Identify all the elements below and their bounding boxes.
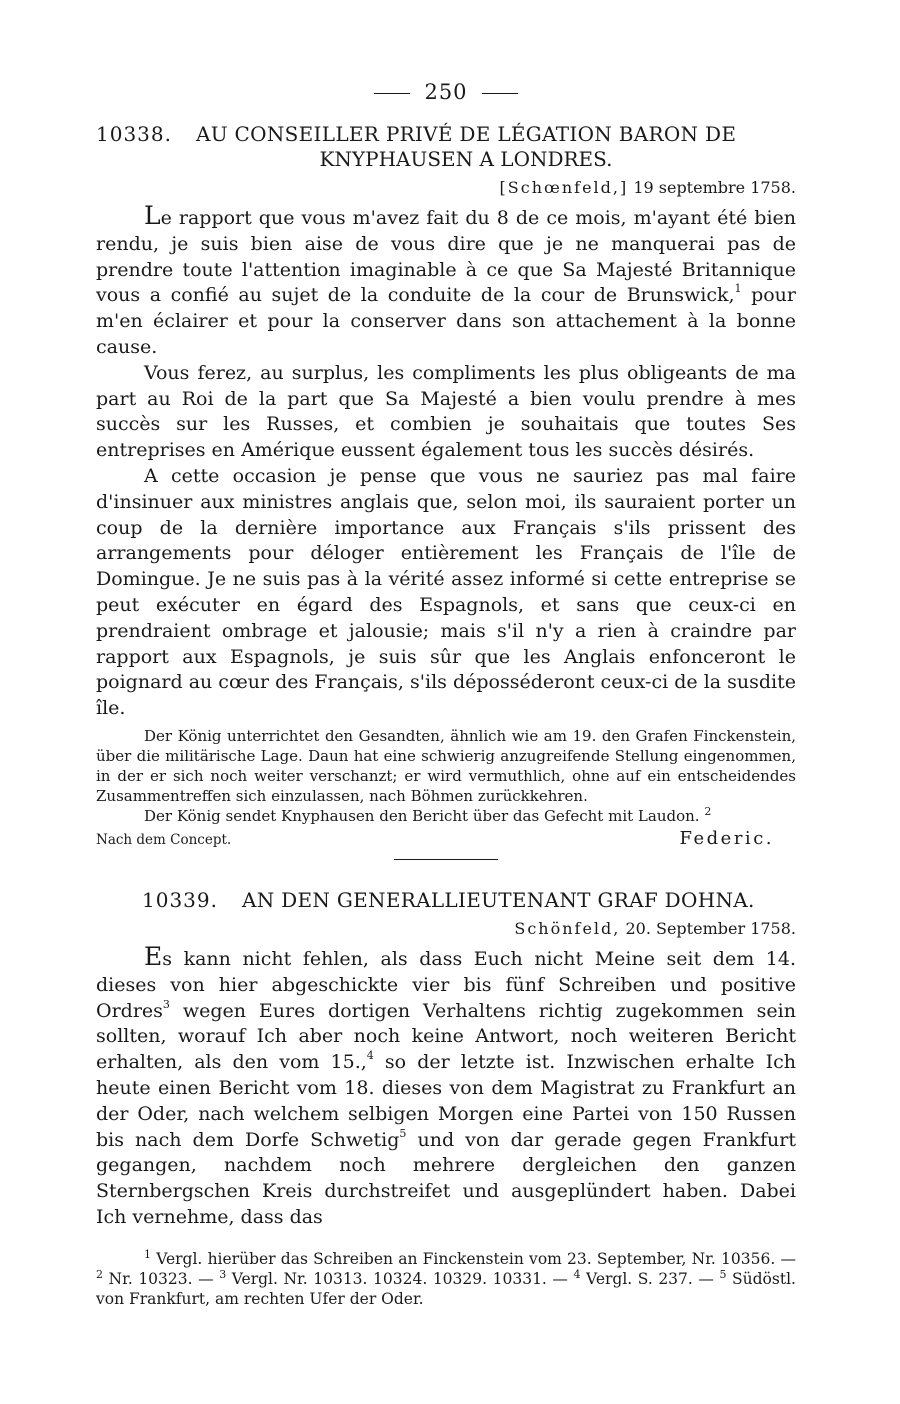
source-note: Nach dem Concept. xyxy=(96,831,232,848)
letter-paragraph-3: A cette occasion je pense que vous ne sauriez pas mal faire d'insinuer aux ministres anglais que, selon moi, ils sauraient porter un coup de la dernière importance aux Français s'ils prissent des arrangements pour déloger entièrement les Français de l'île de Domingue. Je ne suis pas à la vérité assez informé si cette entreprise se peut exécuter en égard des Espagnols, et sans que ceux-ci en prendraient ombrage et jalousie; mais s'il n'y a rien à craindre par rapport aux Espagnols, je suis sûr que les Anglais enfonceront le poignard au cœur des Français, s'ils déposséderont ceux-ci de la susdite île. xyxy=(96,464,796,720)
letter-place: Schönfeld, xyxy=(514,918,621,938)
letter-number: 10339. xyxy=(142,887,218,912)
letter-paragraph-1 xyxy=(96,203,796,361)
footnote-number: 2 xyxy=(96,1267,103,1281)
editorial-note-2 xyxy=(96,806,796,826)
paragraph-initial: L xyxy=(144,201,161,230)
paragraph-text: pour m'en éclairer et pour la conserver dans son attachement à la bonne cause. xyxy=(96,284,797,358)
editorial-note-1: Der König unterrichtet den Gesandten, ähnlich wie am 19. den Grafen Finckenstein, über die militärische Lage. Daun hat eine schwierig anzugreifende Stellung eingenommen, in der er sich noch weiter verschanzt; er wird vermuthlich, ohne auf ein entscheidendes Zusammentreffen sich einzulassen, nach Böhmen zurückkehren. xyxy=(96,726,796,805)
footnote-number: 3 xyxy=(219,1267,227,1281)
footnote-ref[interactable]: 2 xyxy=(704,804,712,818)
letter-heading xyxy=(96,122,796,172)
footnote-number: 4 xyxy=(573,1267,581,1281)
footnote-text: Vergl. Nr. 10313. 10324. 10329. 10331. — xyxy=(226,1269,568,1288)
letter-10338 xyxy=(96,122,796,849)
footnote-number: 5 xyxy=(719,1267,727,1281)
letter-10339 xyxy=(96,888,796,1231)
letter-date: 19 septembre 1758. xyxy=(633,178,796,197)
footnote-block xyxy=(96,1249,796,1309)
document-page xyxy=(96,80,796,1309)
letter-number: 10338. xyxy=(96,122,172,146)
paragraph-initial: E xyxy=(144,941,163,971)
letter-dateline xyxy=(96,919,796,938)
page-number-dash-left xyxy=(374,93,410,94)
letter-place: [Schœnfeld,] xyxy=(499,178,629,197)
footnote-ref[interactable]: 5 xyxy=(399,1126,407,1140)
paragraph-text: wegen Eures dortigen Verhaltens richtig zugekommen sein sollten, worauf Ich aber noch keine Antwort, noch weiteren Bericht erhalten, als den vom 15., xyxy=(96,999,796,1074)
paragraph-text: und von dar gerade gegen Frankfurt gegangen, nachdem noch mehrere dergleichen den ganzen Sternbergschen Kreis durchstreifet und ausgeplündert haben. Dabei Ich vernehme, dass das xyxy=(96,1128,796,1228)
footnotes xyxy=(96,1249,796,1309)
footnote-text: Südöstl. von Frankfurt, am rechten Ufer der Oder. xyxy=(96,1269,796,1308)
page-number: 250 xyxy=(424,80,468,104)
footnote-ref[interactable]: 1 xyxy=(734,282,742,296)
letter-signoff xyxy=(96,828,796,849)
letter-title-line1: AU CONSEILLER PRIVÉ DE LÉGATION BARON DE xyxy=(195,122,737,146)
letter-paragraph-1 xyxy=(96,941,796,1231)
footnote-text: Nr. 10323. — xyxy=(103,1269,214,1288)
letter-title: AN DEN GENERALLIEUTENANT GRAF DOHNA. xyxy=(241,887,755,912)
letter-dateline xyxy=(96,178,796,197)
footnote-number: 1 xyxy=(144,1247,151,1261)
page-number-line xyxy=(96,80,796,104)
note-text: Der König sendet Knyphausen den Bericht über das Gefecht mit Laudon. xyxy=(144,806,700,825)
paragraph-text: so der letzte ist. Inzwischen erhalte Ich heute einen Bericht vom 18. dieses von dem Magistrat zu Frankfurt an der Oder, nach welchem selbigen Morgen eine Partei von 150 Russen bis nach dem Dorfe Schwetig xyxy=(96,1051,796,1151)
letter-heading xyxy=(96,888,796,913)
section-divider xyxy=(394,859,498,860)
footnote-ref[interactable]: 4 xyxy=(366,1049,374,1063)
page-number-dash-right xyxy=(482,93,518,94)
letter-title-line2: KNYPHAUSEN A LONDRES. xyxy=(319,147,613,171)
footnote-ref[interactable]: 3 xyxy=(162,997,170,1011)
paragraph-text: e rapport que vous m'avez fait du 8 de ce mois, m'ayant été bien rendu, je suis bien aise de vous dire que je ne manquerai pas de prendre toute l'attention imaginable à ce que Sa Majesté Britannique vous a confié au sujet de la conduite de la cour de Brunswick, xyxy=(96,207,796,307)
paragraph-text: s kann nicht fehlen, als dass Euch nicht Meine seit dem 14. dieses von hier abgeschickte vier bis fünf Schreiben und positive Ordres xyxy=(96,947,796,1022)
footnote-text: Vergl. S. 237. — xyxy=(580,1269,714,1288)
letter-date: 20. September 1758. xyxy=(625,918,796,938)
footnote-text: Vergl. hierüber das Schreiben an Finckenstein vom 23. September, Nr. 10356. — xyxy=(151,1249,796,1268)
letter-paragraph-2: Vous ferez, au surplus, les compliments les plus obligeants de ma part au Roi de la part que Sa Majesté a bien voulu prendre à mes succès sur les Russes, et combien je souhaitais que toutes Ses entreprises en Amérique eussent également tous les succès désirés. xyxy=(96,361,796,462)
signature: Federic. xyxy=(679,827,774,849)
